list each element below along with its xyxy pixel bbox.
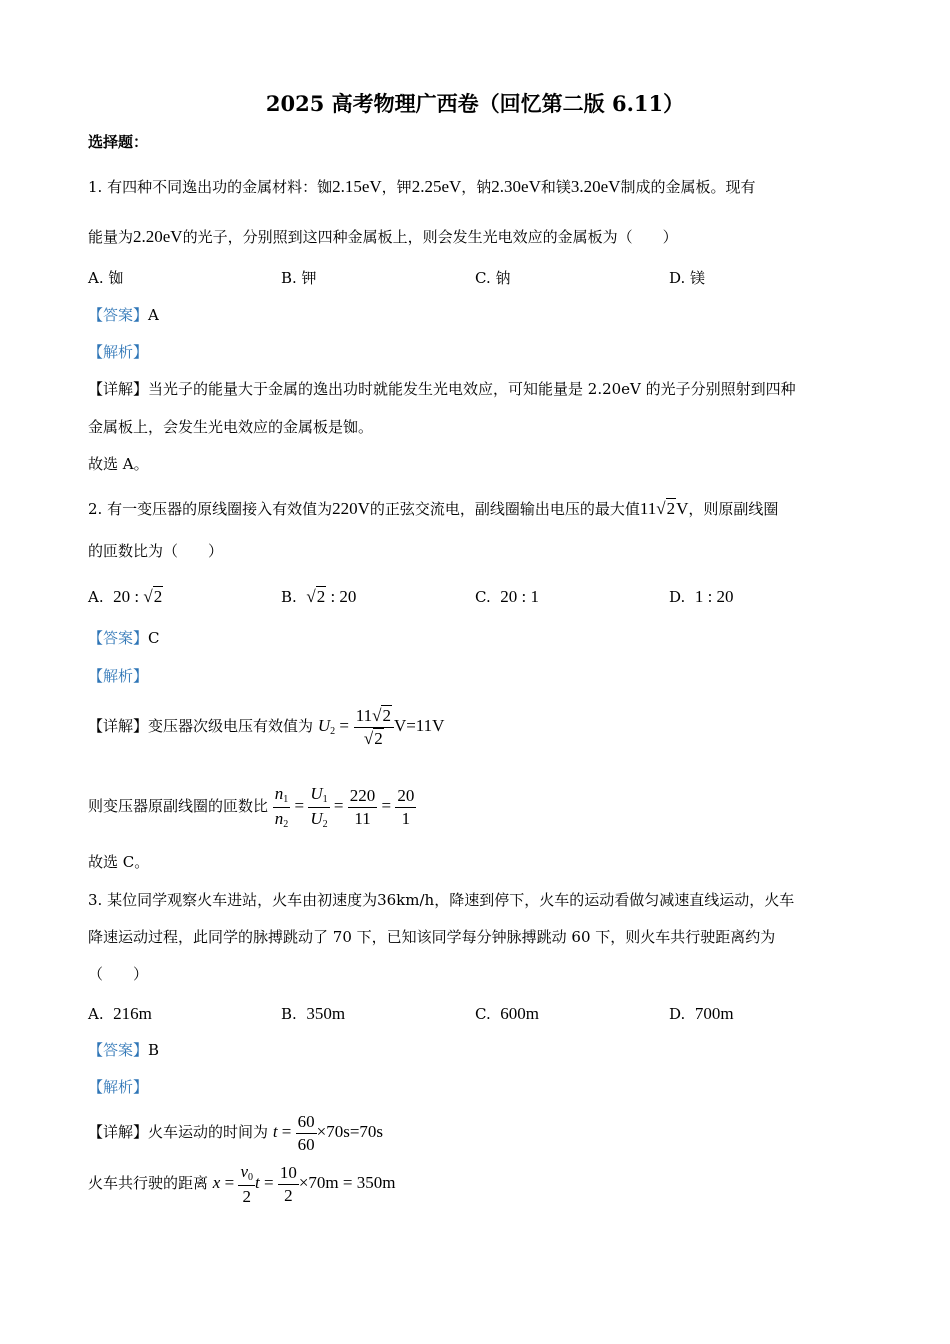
q1-option-d: D. 镁 xyxy=(669,269,706,287)
q3-stem-line1: 3. 某位同学观察火车进站，火车由初速度为36km/h，降速到停下，火车的运动看做匀减速直线运动，火车 xyxy=(88,891,795,909)
answer-tag: 【答案】 xyxy=(88,1041,149,1059)
q1-detail-line2: 金属板上，会发生光电效应的金属板是铷。 xyxy=(88,418,374,436)
q3-answer: 【答案】B xyxy=(88,1041,160,1059)
q1-option-b: B. 钾 xyxy=(281,269,317,287)
q1-detail-line1: 【详解】当光子的能量大于金属的逸出功时就能发生光电效应，可知能量是 2.20eV 的光子分别照射到四种 xyxy=(88,380,796,398)
q3-option-a: A. 216m xyxy=(88,1004,152,1023)
answer-tag: 【答案】 xyxy=(88,306,149,324)
fraction: $\frac{20}{1}$ xyxy=(397,785,415,828)
q2-option-c: C. 20 : 1 xyxy=(475,587,539,606)
fraction: $\frac{10}{2}$ xyxy=(279,1162,297,1205)
fraction: $\frac{60}{60}$ xyxy=(297,1112,315,1154)
q2-option-d: D. 1 : 20 xyxy=(669,587,734,606)
q3-detail-line2: 火车共行驶的距离 x = $\frac{v_0}{2}$ t = $\frac{10}{2}$ ×70m = 350m xyxy=(88,1162,396,1206)
q1-stem-line2: 能量为2.20eV的光子，分别照到这四种金属板上，则会发生光电效应的金属板为（ ） xyxy=(88,227,678,246)
fraction: $\frac{220}{11}$ xyxy=(349,785,376,828)
q3-option-c: C. 600m xyxy=(475,1004,539,1023)
page-title: 2025 高考物理广西卷（回忆第二版 6.11） xyxy=(265,91,685,116)
q3-stem-line2: 降速运动过程，此同学的脉搏跳动了 70 下，已知该同学每分钟脉搏跳动 60 下，则火车共行驶距离约为 xyxy=(88,928,776,946)
q2-analysis-tag: 【解析】 xyxy=(88,667,149,685)
q2-conclusion: 故选 C。 xyxy=(88,853,150,871)
q2-option-b: B. √2 : 20 xyxy=(281,587,357,606)
fraction: $\frac{v_0}{2}$ xyxy=(240,1162,253,1206)
q2-detail-line2: 则变压器原副线圈的匝数比 $\frac{n_1}{n_2}$ = $\frac{U_1}{U_2}$ = $\frac{220}{11}$ = $\frac{20}{1}$ xyxy=(88,784,415,830)
q3-stem-line3: （ ） xyxy=(88,965,149,983)
fraction: $\frac{11√2}{√2}$ xyxy=(354,706,394,748)
q1-analysis-tag: 【解析】 xyxy=(88,343,149,361)
q2-stem-line2: 的匝数比为（ ） xyxy=(88,542,224,560)
answer-tag: 【答案】 xyxy=(88,629,149,647)
q2-answer: 【答案】C xyxy=(88,629,160,647)
fraction: $\frac{n_1}{n_2}$ xyxy=(274,784,289,830)
q2-option-a: A. 20 : √2 xyxy=(88,587,163,606)
q3-detail-line1: 【详解】火车运动的时间为 t = $\frac{60}{60}$ ×70s=70s xyxy=(88,1112,384,1154)
q3-option-d: D. 700m xyxy=(669,1004,734,1023)
q3-option-b: B. 350m xyxy=(281,1004,346,1023)
q2-stem-line1: 2. 有一变压器的原线圈接入有效值为220V的正弦交流电，副线圈输出电压的最大值11√2V，则原副线圈 xyxy=(88,499,779,518)
q1-conclusion: 故选 A。 xyxy=(88,455,149,473)
q1-answer: 【答案】A xyxy=(88,306,159,324)
section-heading: 选择题： xyxy=(88,133,149,151)
q3-analysis-tag: 【解析】 xyxy=(88,1078,149,1096)
fraction: $\frac{U_1}{U_2}$ xyxy=(310,784,328,830)
q1-option-a: A. 铷 xyxy=(88,269,124,287)
q1-option-c: C. 钠 xyxy=(475,269,511,287)
q2-detail-line1: 【详解】变压器次级电压有效值为 $U_2$ = $\frac{11√2}{√2}$ V=11V xyxy=(88,706,445,748)
q1-stem-line1: 1. 有四种不同逸出功的金属材料：铷2.15eV，钾2.25eV，钠2.30eV和镁3.20eV制成的金属板。现有 xyxy=(88,177,756,196)
